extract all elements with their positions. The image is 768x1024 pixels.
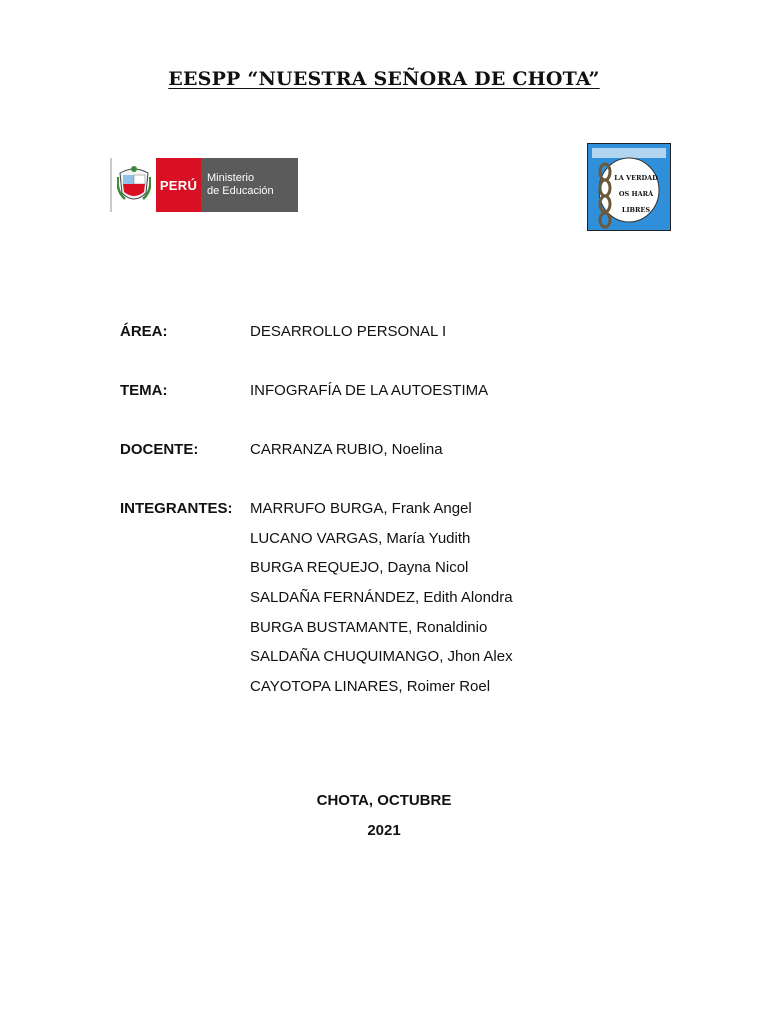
docente-value: CARRANZA RUBIO, Noelina xyxy=(250,441,443,458)
seal-line-2: OS HARÁ xyxy=(618,190,654,198)
list-item: LUCANO VARGAS, María Yudith xyxy=(250,529,471,547)
seal-line-3: LIBRES xyxy=(621,206,651,214)
year: 2021 xyxy=(367,822,401,839)
members-list xyxy=(250,500,513,708)
tema-value: INFOGRAFÍA DE LA AUTOESTIMA xyxy=(250,382,489,399)
tema-label: TEMA: xyxy=(120,382,168,399)
list-item: MARRUFO BURGA, Frank Angel xyxy=(250,500,472,517)
ministry-line-1: Ministerio xyxy=(207,172,255,184)
place-date: CHOTA, OCTUBRE xyxy=(316,792,452,809)
area-label: ÁREA: xyxy=(120,323,168,340)
list-item: SALDAÑA CHUQUIMANGO, Jhon Alex xyxy=(250,648,513,666)
school-seal xyxy=(587,143,671,231)
list-item: SALDAÑA FERNÁNDEZ, Edith Alondra xyxy=(250,589,513,607)
peru-label: PERÚ xyxy=(156,158,201,212)
institution-title: EESPP “NUESTRA SEÑORA DE CHOTA” xyxy=(168,68,600,90)
list-item: BURGA BUSTAMANTE, Ronaldinio xyxy=(250,618,488,636)
list-item: BURGA REQUEJO, Dayna Nicol xyxy=(250,559,469,577)
ministry-name xyxy=(201,158,298,212)
area-value: DESARROLLO PERSONAL I xyxy=(250,323,447,340)
ministry-line-2: de Educación xyxy=(207,185,274,197)
list-item: CAYOTOPA LINARES, Roimer Roel xyxy=(250,678,491,696)
integrantes-label: INTEGRANTES: xyxy=(120,500,233,517)
peru-coat-of-arms-icon xyxy=(112,158,156,212)
chain-seal-icon xyxy=(588,144,670,230)
minedu-logo xyxy=(110,158,298,212)
docente-label: DOCENTE: xyxy=(120,441,199,458)
seal-line-1: LA VERDAD xyxy=(614,174,658,182)
